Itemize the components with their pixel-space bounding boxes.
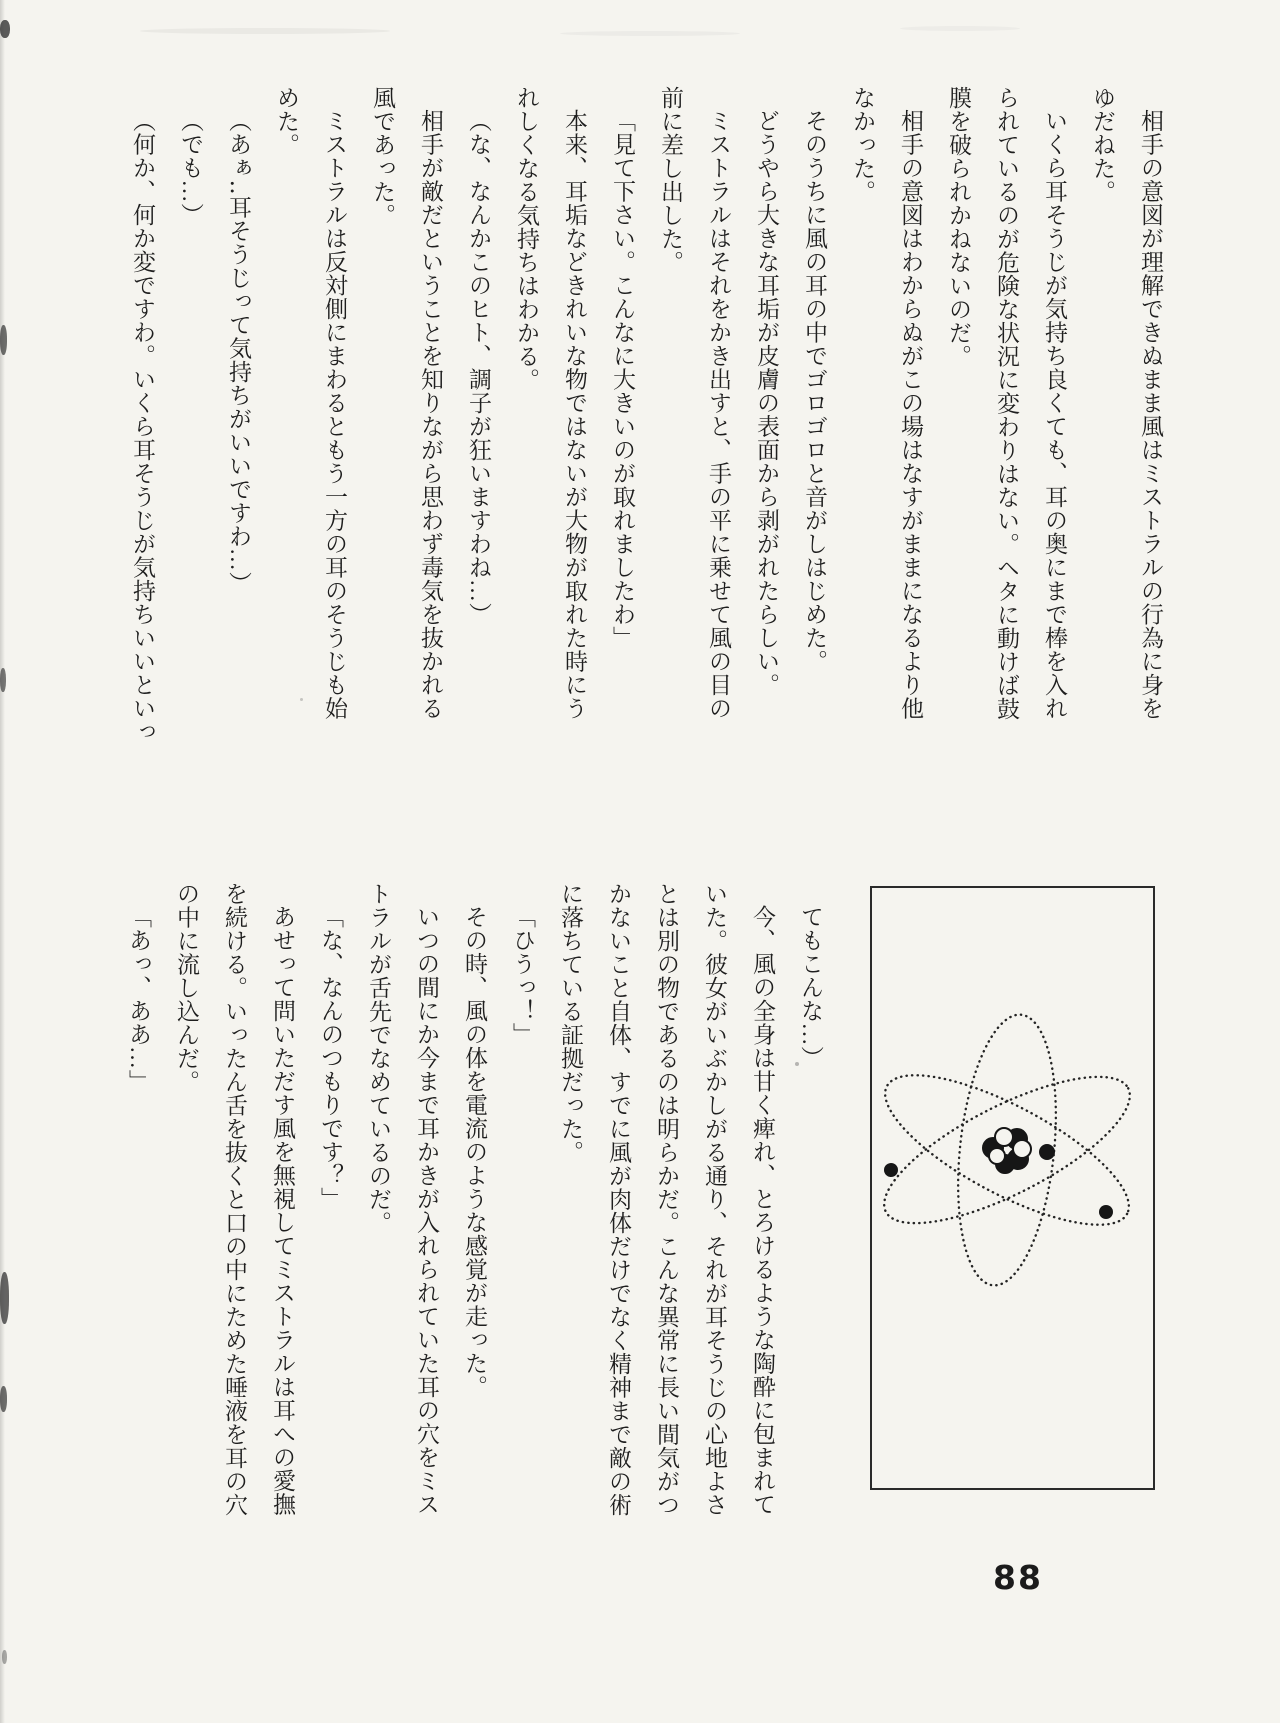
- text-column: てもこんな…）: [798, 905, 823, 1070]
- text-column: 今、風の全身は甘く痺れ、とろけるような陶酔に包まれて: [750, 905, 775, 1516]
- nucleus-cluster: [983, 1128, 1031, 1173]
- text-column: かないこと自体、すでに風が肉体だけでなく精神まで敵の術: [606, 882, 631, 1517]
- text-column: 膜を破られかねないのだ。: [946, 86, 971, 368]
- text-column: 相手の意図が理解できぬまま風はミストラルの行為に身を: [1138, 109, 1163, 720]
- text-column: いつの間にか今まで耳かきが入れられていた耳の穴をミス: [414, 905, 439, 1516]
- text-column: 本来、耳垢などきれいな物ではないが大物が取れた時にう: [562, 109, 587, 720]
- scan-artifact: [0, 668, 6, 692]
- text-column: （な、なんかこのヒト、調子が狂いますわね…）: [466, 109, 491, 626]
- orbit-ellipses: [872, 1010, 1148, 1290]
- text-column: 相手が敵だということを知りながら思わず毒気を抜かれる: [418, 109, 443, 720]
- text-column: ミストラルは反対側にまわるともう一方の耳のそうじも始: [322, 109, 347, 720]
- scan-gutter-shadow: [0, 0, 5, 1723]
- text-column: あせって問いただす風を無視してミストラルは耳への愛撫: [270, 905, 295, 1516]
- scan-streak: [560, 31, 740, 36]
- text-column: の中に流し込んだ。: [174, 882, 199, 1094]
- text-column: ゆだねた。: [1090, 86, 1115, 204]
- text-column: 「な、なんのつもりです？」: [318, 905, 343, 1211]
- text-column: その時、風の体を電流のような感覚が走った。: [462, 905, 487, 1399]
- bottom-text-block: [114, 882, 834, 1547]
- text-column: （でも…）: [178, 109, 203, 227]
- scan-artifact: [0, 1272, 9, 1324]
- scan-artifact: [0, 325, 7, 355]
- text-column: られているのが危険な状況に変わりはない。ヘタに動けば鼓: [994, 86, 1019, 721]
- page-number: 88: [993, 1558, 1043, 1597]
- top-text-block: [118, 86, 1174, 751]
- text-column: めた。: [274, 86, 299, 157]
- text-column: とは別の物であるのは明らかだ。こんな異常に長い間気がつ: [654, 882, 679, 1517]
- scan-artifact: [0, 20, 10, 38]
- scan-artifact: [0, 1386, 7, 1412]
- text-column: 相手の意図はわからぬがこの場はなすがままになるより他: [898, 109, 923, 720]
- text-column: いくら耳そうじが気持ち良くても、耳の奥にまで棒を入れ: [1042, 109, 1067, 720]
- text-column: を続ける。いったん舌を抜くと口の中にためた唾液を耳の穴: [222, 882, 247, 1517]
- text-column: 風であった。: [370, 86, 395, 227]
- figure-box: [870, 886, 1155, 1490]
- text-column: れしくなる気持ちはわかる。: [514, 86, 539, 392]
- text-column: トラルが舌先でなめているのだ。: [366, 882, 391, 1235]
- scan-artifact: [2, 1650, 7, 1664]
- text-column: 前に差し出した。: [658, 86, 683, 274]
- text-column: そのうちに風の耳の中でゴロゴロと音がしはじめた。: [802, 109, 827, 673]
- text-column: 「あっ、ああ…」: [126, 905, 151, 1093]
- text-column: 「ひうっ！」: [510, 905, 535, 1046]
- text-column: （何か、何か変ですわ。いくら耳そうじが気持ちいいといっ: [130, 109, 155, 744]
- atom-diagram: [872, 888, 1149, 1484]
- text-column: なかった。: [850, 86, 875, 204]
- text-column: 「見て下さい。こんなに大きいのが取れましたわ」: [610, 109, 635, 650]
- text-column: （あぁ‥耳そうじって気持ちがいいですわ…）: [226, 109, 251, 595]
- text-column: に落ちている証拠だった。: [558, 882, 583, 1164]
- scan-streak: [140, 28, 390, 34]
- text-column: いた。彼女がいぶかしがる通り、それが耳そうじの心地よさ: [702, 882, 727, 1517]
- text-column: ミストラルはそれをかき出すと、手の平に乗せて風の目の: [706, 109, 731, 720]
- text-column: どうやら大きな耳垢が皮膚の表面から剥がれたらしい。: [754, 109, 779, 697]
- scan-streak: [900, 26, 1020, 31]
